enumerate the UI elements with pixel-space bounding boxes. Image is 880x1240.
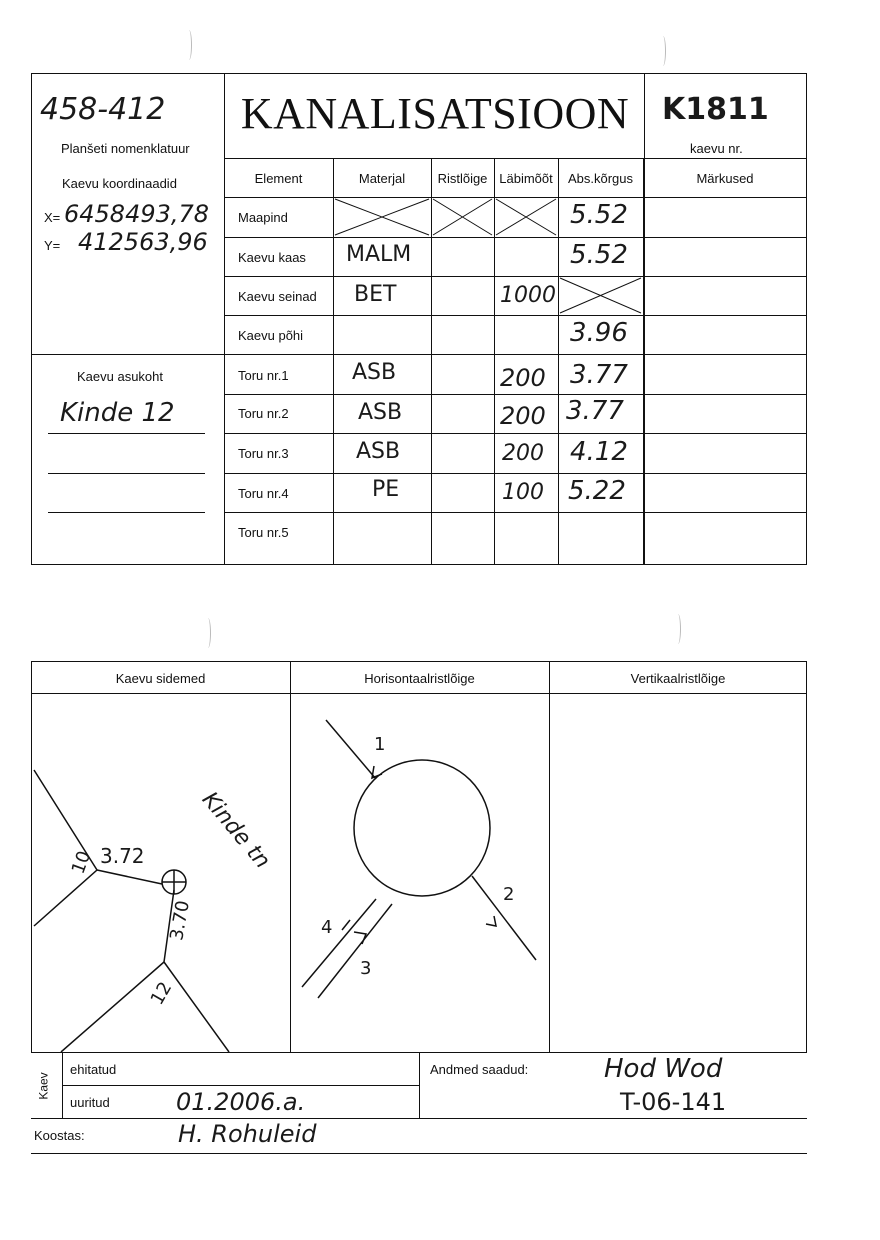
cell-pipe3-diameter: 200 [502, 441, 544, 466]
horizontal-section-sketch [290, 694, 549, 1052]
vertical-section-label: Vertikaalristlõige [630, 671, 726, 686]
data-source-label: Andmed saadud: [430, 1062, 529, 1077]
cell-pipe1-diameter: 200 [500, 364, 546, 392]
data-source-reference: T-06-141 [620, 1088, 727, 1116]
surveyed-label: uuritud [70, 1095, 110, 1110]
horizontal-section-label: Horisontaalristlõige [364, 671, 475, 686]
cell-pipe3-abs-height: 4.12 [570, 437, 628, 467]
x-coordinate-value: 6458493,78 [64, 200, 210, 228]
distance-3-70: 3.70 [166, 898, 194, 943]
cell-pipe2-diameter: 200 [500, 402, 546, 430]
cell-walls-material: BET [354, 282, 397, 307]
neighbour-10: 10 [67, 848, 96, 877]
pipe-label-2: 2 [503, 884, 515, 905]
row-label-pipe-5: Toru nr.5 [238, 525, 289, 540]
row-label-pipe-1: Toru nr.1 [238, 368, 289, 383]
location-label: Kaevu asukoht [77, 369, 164, 384]
cell-pipe1-material: ASB [352, 360, 397, 385]
y-coordinate-value: 412563,96 [78, 228, 208, 256]
cell-lid-material: MALM [346, 242, 412, 267]
well-number-label: kaevu nr. [690, 141, 743, 156]
cell-pipe4-abs-height: 5.22 [568, 476, 626, 506]
cell-pipe3-material: ASB [356, 439, 401, 464]
page-title: KANALISATSIOON [240, 89, 630, 138]
built-label: ehitatud [70, 1062, 117, 1077]
cell-ground-abs-height: 5.52 [570, 200, 628, 230]
pipe-label-1: 1 [374, 734, 386, 755]
header-material: Materjal [358, 171, 406, 186]
cell-pipe4-diameter: 100 [502, 480, 544, 505]
header-notes: Märkused [696, 171, 754, 186]
neighbour-12: 12 [146, 978, 177, 1009]
surveyed-date: 01.2006.a. [176, 1088, 306, 1116]
coordinates-label: Kaevu koordinaadid [62, 176, 177, 191]
cell-walls-diameter: 1000 [500, 283, 556, 308]
row-label-ground: Maapind [238, 210, 288, 225]
well-side-label: Kaev [36, 1072, 51, 1100]
nomenclature-label: Planšeti nomenklatuur [61, 141, 190, 156]
x-coordinate-label: X= [44, 210, 61, 225]
author-signature: H. Rohuleid [178, 1120, 317, 1148]
well-number-value: K1811 [662, 92, 769, 127]
nomenclature-value: 458-412 [40, 92, 166, 127]
header-diameter: Läbimõõt [499, 171, 553, 186]
y-coordinate-label: Y= [44, 238, 61, 253]
cell-bottom-abs-height: 3.96 [570, 318, 628, 348]
header-cross-section: Ristlõige [437, 171, 488, 186]
row-label-pipe-4: Toru nr.4 [238, 486, 289, 501]
cell-pipe2-material: ASB [358, 400, 403, 425]
links-panel-label: Kaevu sidemed [115, 671, 206, 686]
pipe-label-4: 4 [321, 917, 333, 938]
row-label-lid: Kaevu kaas [238, 250, 306, 265]
pipe-label-3: 3 [360, 958, 372, 979]
punch-hole-mark [675, 614, 681, 644]
author-label: Koostas: [34, 1128, 85, 1143]
cell-pipe1-abs-height: 3.77 [570, 360, 628, 390]
crossed-cells [0, 0, 880, 320]
distance-3-72: 3.72 [100, 844, 145, 868]
data-source-value: Hod Wod [604, 1054, 723, 1084]
cell-pipe4-material: PE [372, 477, 400, 502]
location-value: Kinde 12 [60, 398, 175, 428]
row-label-pipe-3: Toru nr.3 [238, 446, 289, 461]
street-label: Kinde tn [196, 787, 275, 874]
cell-pipe2-abs-height: 3.77 [566, 396, 624, 426]
cell-lid-abs-height: 5.52 [570, 240, 628, 270]
header-abs-height: Abs.kõrgus [567, 171, 634, 186]
header-element: Element [254, 171, 303, 186]
row-label-walls: Kaevu seinad [238, 289, 317, 304]
row-label-bottom: Kaevu põhi [238, 328, 304, 343]
punch-hole-mark [205, 618, 211, 648]
row-label-pipe-2: Toru nr.2 [238, 406, 289, 421]
